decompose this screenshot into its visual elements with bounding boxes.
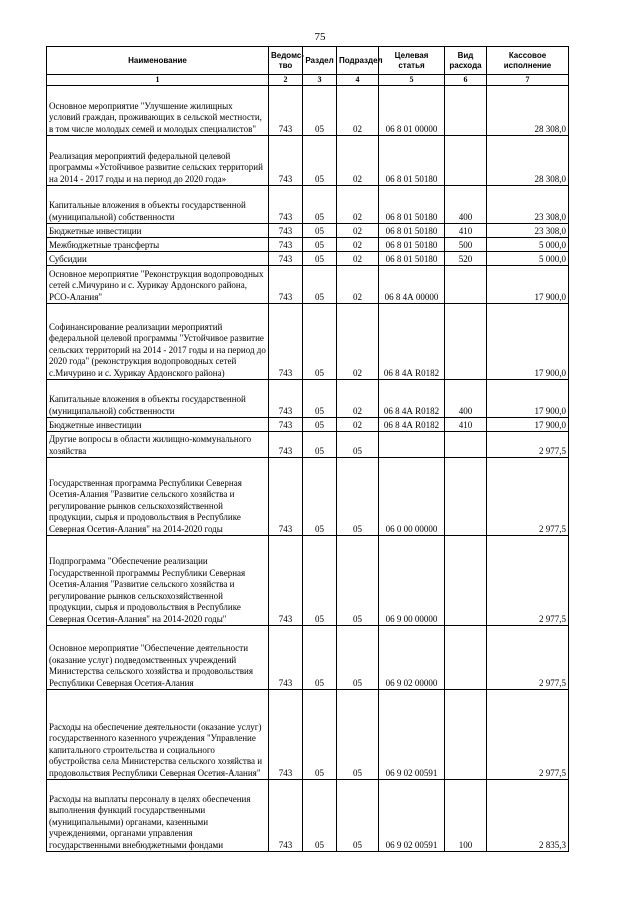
- row-section: 05: [303, 418, 337, 432]
- row-dept: 743: [269, 136, 303, 186]
- table-row: [47, 458, 569, 536]
- row-section: 05: [303, 252, 337, 266]
- row-name: Субсидии: [47, 252, 269, 266]
- table-row: [47, 136, 569, 186]
- table-row: [47, 252, 569, 266]
- row-subsection: 02: [337, 136, 379, 186]
- row-dept: 743: [269, 780, 303, 852]
- row-target: 06 9 02 00000: [379, 626, 445, 690]
- row-dept: 743: [269, 432, 303, 458]
- row-target: 06 8 01 50180: [379, 252, 445, 266]
- row-section: 05: [303, 304, 337, 380]
- row-section: 05: [303, 690, 337, 780]
- row-amount: 28 308,0: [487, 136, 569, 186]
- row-amount: 2 835,3: [487, 780, 569, 852]
- table-row: [47, 780, 569, 852]
- row-type: 410: [445, 418, 487, 432]
- row-type: [445, 458, 487, 536]
- row-name: Бюджетные инвестиции: [47, 224, 269, 238]
- row-target: 06 0 00 00000: [379, 458, 445, 536]
- table-row: [47, 86, 569, 136]
- row-name: Капитальные вложения в объекты государственной (муниципальной) собственности: [47, 186, 269, 224]
- row-section: 05: [303, 626, 337, 690]
- column-number: 4: [337, 75, 379, 86]
- row-section: 05: [303, 780, 337, 852]
- row-name: Основное мероприятие "Реконструкция водопроводных сетей с.Мичурино и с. Хурикау Ардонского района, РСО-Алания": [47, 266, 269, 304]
- row-section: 05: [303, 238, 337, 252]
- table-row: [47, 304, 569, 380]
- table-row: [47, 432, 569, 458]
- column-number: 3: [303, 75, 337, 86]
- row-dept: 743: [269, 458, 303, 536]
- row-subsection: 05: [337, 690, 379, 780]
- row-type: [445, 86, 487, 136]
- row-section: 05: [303, 186, 337, 224]
- row-name: Расходы на обеспечение деятельности (оказание услуг) государственного казенного учреждения "Управление капитального строительства и социального обустройства села Министерства сельского хозяйства и продовольствия Республики Северная Осетия-Алания": [47, 690, 269, 780]
- row-amount: 2 977,5: [487, 536, 569, 626]
- table-row: [47, 186, 569, 224]
- row-target: 06 8 4А R0182: [379, 418, 445, 432]
- row-target: 06 9 02 00591: [379, 780, 445, 852]
- row-name: Государственная программа Республики Северная Осетия-Алания "Развитие сельского хозяйства и регулирование рынков сельскохозяйственной продукции, сырья и продовольствия в Республике Северная Осетия-Алания" на 2014-2020 годы: [47, 458, 269, 536]
- row-name: Капитальные вложения в объекты государственной (муниципальной) собственности: [47, 380, 269, 418]
- row-dept: 743: [269, 86, 303, 136]
- row-name: Другие вопросы в области жилищно-коммунального хозяйства: [47, 432, 269, 458]
- row-subsection: 05: [337, 780, 379, 852]
- row-section: 05: [303, 86, 337, 136]
- row-type: 400: [445, 380, 487, 418]
- table-row: [47, 266, 569, 304]
- row-section: 05: [303, 432, 337, 458]
- row-subsection: 05: [337, 536, 379, 626]
- row-amount: 2 977,5: [487, 432, 569, 458]
- column-number: 6: [445, 75, 487, 86]
- table-row: [47, 690, 569, 780]
- table-row: [47, 536, 569, 626]
- row-type: [445, 266, 487, 304]
- row-name: Основное мероприятие "Улучшение жилищных условий граждан, проживающих в сельской местности, в том числе молодых семей и молодых специалистов": [47, 86, 269, 136]
- row-dept: 743: [269, 186, 303, 224]
- table-row: [47, 224, 569, 238]
- header-type: Вид расхода: [445, 47, 487, 75]
- header-name: Наименование: [47, 47, 269, 75]
- row-type: [445, 536, 487, 626]
- row-name: Расходы на выплаты персоналу в целях обеспечения выполнения функций государственными (муниципальными) органами, казенными учреждениями, органами управления государственными внебюджетными фондами: [47, 780, 269, 852]
- row-subsection: 02: [337, 380, 379, 418]
- row-type: [445, 626, 487, 690]
- column-number: 5: [379, 75, 445, 86]
- row-dept: 743: [269, 266, 303, 304]
- row-subsection: 02: [337, 304, 379, 380]
- row-amount: 2 977,5: [487, 458, 569, 536]
- row-target: 06 8 01 00000: [379, 86, 445, 136]
- row-dept: 743: [269, 224, 303, 238]
- row-amount: 17 900,0: [487, 418, 569, 432]
- row-type: [445, 304, 487, 380]
- row-type: [445, 690, 487, 780]
- row-amount: 23 308,0: [487, 224, 569, 238]
- row-amount: 23 308,0: [487, 186, 569, 224]
- row-amount: 5 000,0: [487, 238, 569, 252]
- header-row: [47, 47, 569, 75]
- row-section: 05: [303, 136, 337, 186]
- row-subsection: 02: [337, 186, 379, 224]
- row-target: 06 9 00 00000: [379, 536, 445, 626]
- row-target: 06 8 01 50180: [379, 136, 445, 186]
- header-amount: Кассовое исполнение: [487, 47, 569, 75]
- page-number: 75: [314, 31, 326, 43]
- row-dept: 743: [269, 304, 303, 380]
- row-amount: 17 900,0: [487, 266, 569, 304]
- row-amount: 5 000,0: [487, 252, 569, 266]
- row-subsection: 05: [337, 458, 379, 536]
- row-section: 05: [303, 458, 337, 536]
- row-type: [445, 432, 487, 458]
- column-number: 2: [269, 75, 303, 86]
- table-row: [47, 238, 569, 252]
- row-subsection: 02: [337, 238, 379, 252]
- row-target: [379, 432, 445, 458]
- row-name: Подпрограмма "Обеспечение реализации Государственной программы Республики Северная Осетия-Алания "Развитие сельского хозяйства и регулирование рынков сельскохозяйственной продукции, сырья и продовольствия в Республике Северная Осетия-Алания" на 2014-2020 годы": [47, 536, 269, 626]
- table-row: [47, 380, 569, 418]
- row-target: 06 8 4А R0182: [379, 304, 445, 380]
- row-section: 05: [303, 536, 337, 626]
- row-dept: 743: [269, 626, 303, 690]
- budget-table: [46, 46, 569, 852]
- row-name: Межбюджетные трансферты: [47, 238, 269, 252]
- row-type: [445, 136, 487, 186]
- row-section: 05: [303, 224, 337, 238]
- row-subsection: 05: [337, 626, 379, 690]
- row-target: 06 8 01 50180: [379, 238, 445, 252]
- row-amount: 2 977,5: [487, 626, 569, 690]
- header-subsection: Подраздел: [337, 47, 379, 75]
- header-dept: Ведомс-тво: [269, 47, 303, 75]
- header-target: Целевая статья: [379, 47, 445, 75]
- row-dept: 743: [269, 380, 303, 418]
- row-type: 100: [445, 780, 487, 852]
- row-amount: 28 308,0: [487, 86, 569, 136]
- row-dept: 743: [269, 252, 303, 266]
- row-target: 06 8 01 50180: [379, 186, 445, 224]
- row-dept: 743: [269, 690, 303, 780]
- column-number-row: [47, 75, 569, 86]
- row-name: Основное мероприятие "Обеспечение деятельности (оказание услуг) подведомственных учреждений Министерства сельского хозяйства и продовольствия Республики Северная Осетия-Алания: [47, 626, 269, 690]
- row-subsection: 02: [337, 266, 379, 304]
- row-amount: 2 977,5: [487, 690, 569, 780]
- row-subsection: 05: [337, 432, 379, 458]
- row-subsection: 02: [337, 86, 379, 136]
- row-target: 06 8 4А R0182: [379, 380, 445, 418]
- table-row: [47, 418, 569, 432]
- row-name: Бюджетные инвестиции: [47, 418, 269, 432]
- column-number: 1: [47, 75, 269, 86]
- header-section: Раздел: [303, 47, 337, 75]
- row-subsection: 02: [337, 224, 379, 238]
- row-section: 05: [303, 266, 337, 304]
- row-amount: 17 900,0: [487, 380, 569, 418]
- row-type: 500: [445, 238, 487, 252]
- row-target: 06 8 4А 00000: [379, 266, 445, 304]
- row-type: 410: [445, 224, 487, 238]
- table-row: [47, 626, 569, 690]
- row-subsection: 02: [337, 418, 379, 432]
- row-dept: 743: [269, 238, 303, 252]
- row-amount: 17 900,0: [487, 304, 569, 380]
- row-subsection: 02: [337, 252, 379, 266]
- row-target: 06 8 01 50180: [379, 224, 445, 238]
- row-target: 06 9 02 00591: [379, 690, 445, 780]
- row-name: Реализация мероприятий федеральной целевой программы «Устойчивое развитие сельских территорий на 2014 - 2017 годы и на период до 2020 года»: [47, 136, 269, 186]
- row-name: Софинансирование реализации мероприятий федеральной целевой программы "Устойчивое развитие сельских территорий на 2014 - 2017 годы и на период до 2020 года" (реконструкция водопроводных сетей с.Мичурино и с. Хурикау Ардонского района): [47, 304, 269, 380]
- row-type: 520: [445, 252, 487, 266]
- row-dept: 743: [269, 536, 303, 626]
- row-type: 400: [445, 186, 487, 224]
- row-dept: 743: [269, 418, 303, 432]
- column-number: 7: [487, 75, 569, 86]
- row-section: 05: [303, 380, 337, 418]
